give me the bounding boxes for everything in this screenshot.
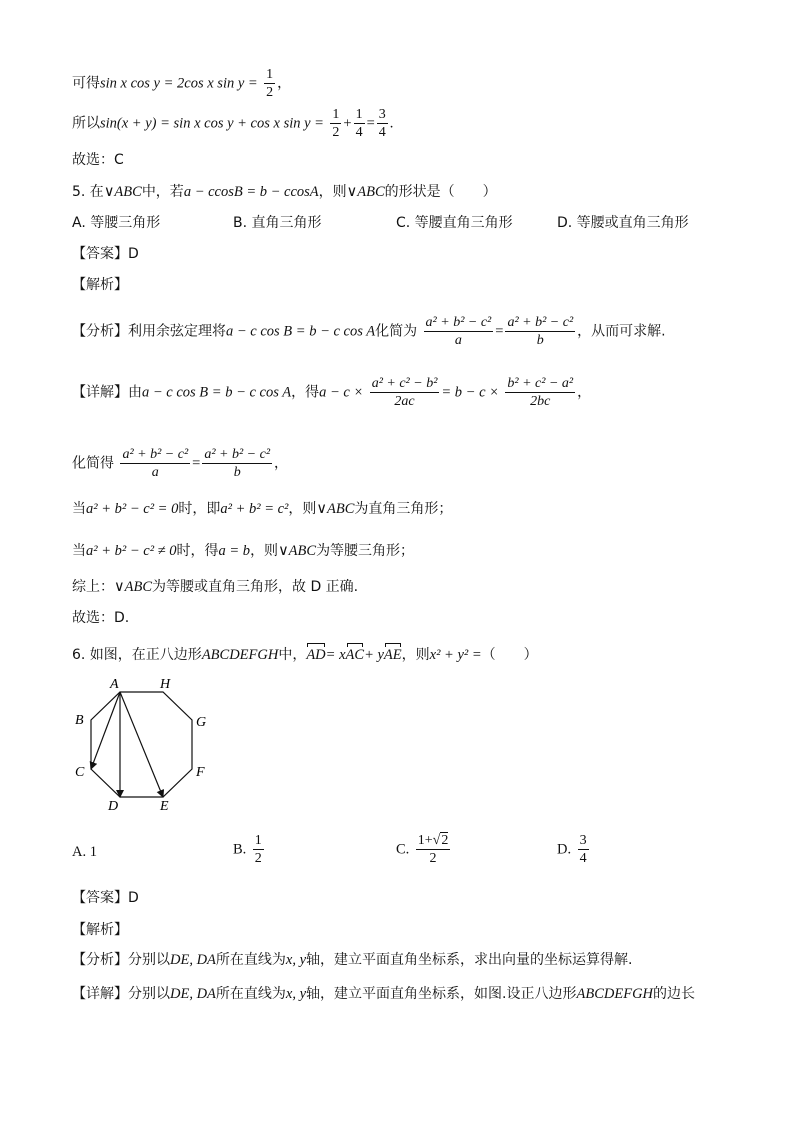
q6-answer: 【答案】D — [72, 890, 139, 906]
vertex-label-a: A — [110, 677, 119, 692]
q6-xiangjie: 【详解】分别以DE, DA所在直线为x, y轴，建立平面直角坐标系，如图.设正八边形ABCDEFGH的边长 — [72, 986, 696, 1002]
q5-xiangjie: 【详解】由a − c cos B = b − c cos A，得a − c × $\frac{\text{a² + c² − b²}}{2ac}$ = b − c × $\frac{\text{b² + c² − a²}}{2bc}$ ， — [72, 376, 592, 409]
vector-ae: AE — [383, 647, 402, 663]
octagon-figure — [70, 674, 230, 814]
q5-summary: 综上：∨ABC为等腰或直角三角形，故 D 正确. — [72, 579, 359, 595]
q6-option-b: B. $\frac{1}{2}$ — [233, 833, 262, 866]
line-sinxcosy: 可得sin x cos y = 2cos x sin y = $\frac{1}{2}$ ， — [72, 67, 292, 100]
vertex-label-g: G — [196, 715, 207, 730]
q6-fenxi: 【分析】分别以DE, DA所在直线为x, y轴，建立平面直角坐标系，求出向量的坐标运算得解. — [72, 952, 633, 968]
q5-choose: 故选：D. — [72, 610, 130, 626]
q5-case-2: 当a² + b² − c² ≠ 0时，得a = b，则∨ABC为等腰三角形； — [72, 543, 415, 559]
vector-ac: AC — [345, 647, 365, 663]
q5-simplify: 化简得 $\frac{\text{a² + b² − c²}}{a}$ = $\frac{\text{a² + b² − c²}}{b}$ ， — [72, 447, 289, 480]
q5-option-a: A. 等腰三角形 — [72, 215, 161, 231]
line-sinxy: 所以sin(x + y) = sin x cos y + cos x sin y = $\frac{1}{2}$ + $\frac{1}{4}$ = $\frac{3}{4}$ . — [72, 107, 394, 140]
q6-option-d: D. $\frac{3}{4}$ — [557, 833, 587, 866]
vertex-label-c: C — [75, 765, 85, 780]
q6-option-a: A. 1 — [72, 844, 97, 860]
q5-answer: 【答案】D — [72, 246, 139, 262]
vertex-label-d: D — [108, 799, 119, 814]
fraction: $\frac{1}{2}$ — [266, 67, 274, 100]
q5-option-d: D. 等腰或直角三角形 — [557, 215, 689, 231]
vector-ac-arrow — [91, 692, 120, 769]
q6-analysis-heading: 【解析】 — [72, 922, 128, 938]
vector-ae-arrow — [120, 692, 163, 797]
vertex-label-e: E — [160, 799, 169, 814]
q5-analysis-heading: 【解析】 — [72, 277, 128, 293]
q5-fenxi: 【分析】利用余弦定理将a − c cos B = b − c cos A化简为 $\frac{\text{a² + b² − c²}}{a}$ = $\frac{\text{a² + b² − c²}}{b}$ ，从而可求解. — [72, 315, 666, 348]
vertex-label-h: H — [160, 677, 171, 692]
q5-option-b: B. 直角三角形 — [233, 215, 322, 231]
vector-ad: AD — [306, 647, 326, 663]
q6-option-c: C. $\frac{1+√2}{2}$ — [396, 833, 449, 866]
q5-stem: 5. 在∨ABC中，若a − ccosB = b − ccosA，则∨ABC的形状是（ ） — [72, 184, 497, 200]
vertex-label-f: F — [196, 765, 205, 780]
choose-c: 故选：C — [72, 152, 124, 168]
vertex-label-b: B — [75, 713, 84, 728]
q5-case-1: 当a² + b² − c² = 0时，即a² + b² = c²，则∨ABC为直角三角形； — [72, 501, 453, 517]
q5-option-c: C. 等腰直角三角形 — [396, 215, 513, 231]
q6-stem: 6. 如图，在正八边形ABCDEFGH中，AD= xAC+ yAE，则x² + y² =（ ） — [72, 647, 538, 663]
